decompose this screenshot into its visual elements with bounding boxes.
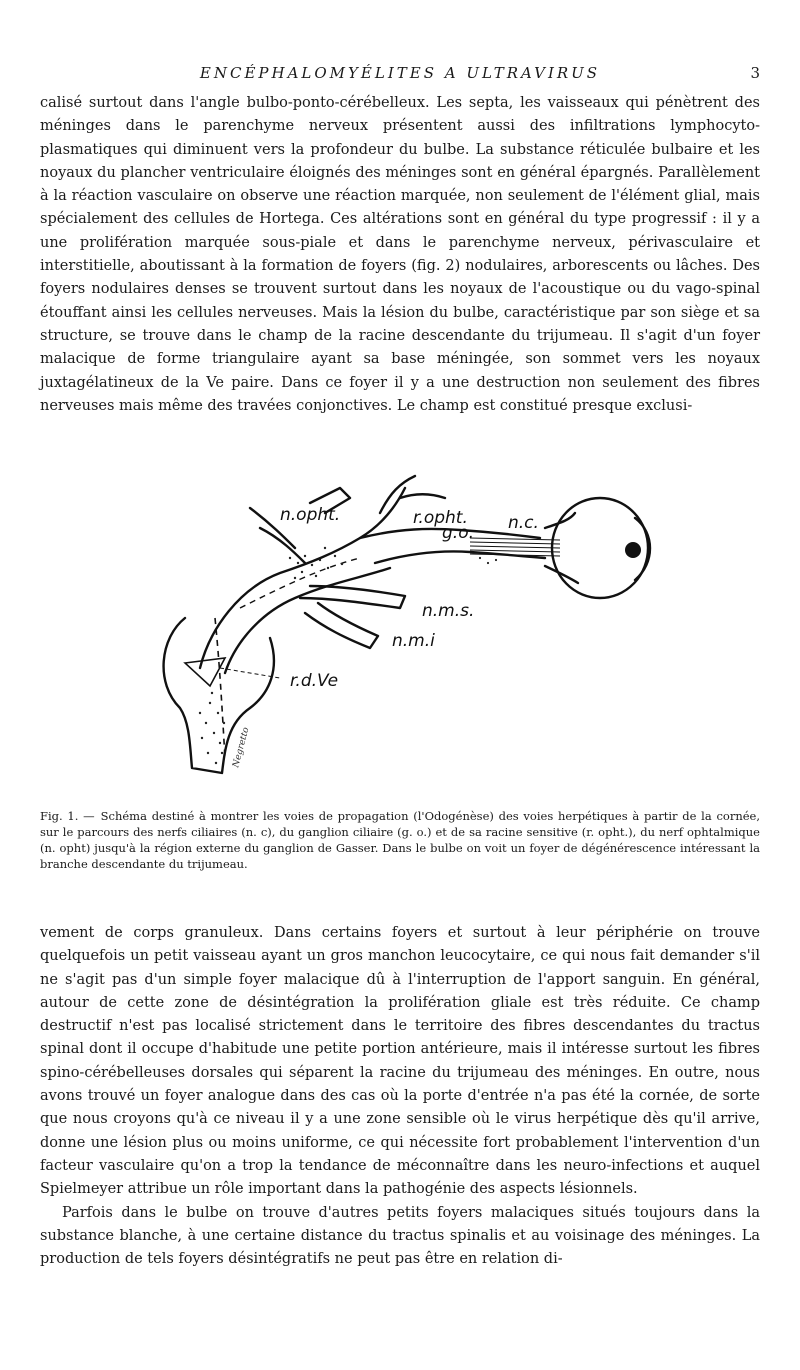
mandibular-nerve — [305, 603, 378, 648]
nerve-trunk-lower — [225, 568, 390, 673]
label-n-m-s: n.m.s. — [422, 601, 475, 621]
trigeminal-pathway-diagram — [130, 468, 690, 798]
label-n-m-i: n.m.i — [392, 631, 435, 651]
paragraph: Parfois dans le bulbe on trouve d'autres petits foyers malaciques situés toujours dans la substance blanche, à une certaine distance du tractus spinalis et au voisinage des méninges. La production de tels foyers désintégratifs ne peut pas être en relation di- — [40, 1204, 760, 1268]
descending-root-pathway — [215, 618, 225, 758]
optic-nerve-lower — [545, 566, 578, 583]
body-text-bottom — [40, 922, 760, 1271]
paragraph: vement de corps granuleux. Dans certains foyers et surtout à leur périphérie on trouve quelquefois un petit vaisseau ayant un gros manchon leucocytaire, ce qui nous fait demander s'il ne s'agit pas d'un simple foyer malacique dû à l'interruption de l'apport sanguin. En général, autour de cette zone de désintégration la prolifération gliale est très réduite. Ce champ destructif n'est pas localisé strictement dans le territoire des fibres descendantes du tractus spinal dont il occupe d'habitude une petite portion antérieure, mais il intéresse surtout les fibres spino-cérébelleuses dorsales qui séparent la racine du trijumeau des méninges. En outre, nous avons trouvé un foyer analogue dans des cas où la porte d'entrée n'a pas été la cornée, de sorte que nous croyons qu'à ce niveau il y a une zone sensible où le virus herpétique dès qu'il arrive, donne une lésion plus ou moins uniforme, ce qui nécessite fort probablement l'intervention d'un facteur vasculaire qu'on a trop la tendance de méconnaître dans les neuro-infections et auquel Spielmeyer attribue un rôle important dans la pathogénie des aspects lésionnels. — [40, 925, 760, 1198]
caption-figure-number: Fig. 1. — — [40, 809, 95, 823]
caption-text: Schéma destiné à montrer les voies de propagation (l'Odogénèse) des voies herpétiques à partir de la cornée, sur le parcours des nerfs ciliaires (n. c), du ganglion ciliaire (g. o.) et de sa racine sensitive (r. opht.), du nerf ophtalmique (n. opht) jusqu'à la région externe du ganglion de Gasser. Dans le bulbe on voit un foyer de dégénérescence intéressant la branche descendante du trijumeau. — [40, 809, 760, 871]
label-n-c: n.c. — [508, 513, 539, 533]
body-text-top — [40, 92, 760, 418]
figure-caption — [40, 808, 760, 872]
paragraph: calisé surtout dans l'angle bulbo-ponto-cérébelleux. Les septa, les vaisseaux qui pénètrent des méninges dans le parenchyme nerveux présentent aussi des infiltrations lymphocyto-plasmatiques qui diminuent vers la profondeur du bulbe. La substance réticulée bulbaire et les noyaux du plancher ventriculaire éloignés des méninges sont en général épargnés. Parallèlement à la réaction vasculaire on observe une réaction marquée, non seulement de l'élément glial, mais spécialement des cellules de Hortega. Ces altérations sont en général du type progressif : il y a une prolifération marquée sous-piale et dans le parenchyme nerveux, périvasculaire et interstitielle, aboutissant à la formation de foyers (fig. 2) nodulaires, arborescents ou lâches. Des foyers nodulaires denses se trouvent surtout dans les noyaux de l'acoustique ou du vago-spinal étouffant ainsi les cellules nerveuses. Mais la lésion du bulbe, caractéristique par son siège et sa structure, se trouve dans le champ de la racine descendante du trijumeau. Il s'agit d'un foyer malacique de forme triangulaire ayant sa base méningée, son sommet vers les noyaux juxtagélatineux de la Ve paire. Dans ce foyer il y a une destruction non seulement des fibres nerveuses mais même des travées conjonctives. Le champ est constitué presque exclusi- — [40, 95, 760, 414]
artist-signature: Negretto — [231, 726, 252, 769]
page-number: 3 — [750, 64, 760, 82]
anatomical-figure — [130, 468, 690, 798]
label-g-o: g.o. — [442, 523, 474, 543]
ophthalmic-branch-bottom — [375, 551, 545, 563]
bulb-outline — [164, 618, 274, 773]
label-r-d-ve: r.d.Ve — [290, 671, 339, 691]
running-head — [40, 64, 760, 88]
running-title: ENCÉPHALOMYÉLITES A ULTRAVIRUS — [199, 64, 601, 82]
leader-line-rdve — [220, 668, 280, 678]
left-branch — [260, 528, 305, 563]
pupil — [625, 542, 641, 558]
label-r-opht: r.opht. — [413, 508, 468, 528]
upper-branch-3 — [400, 494, 445, 498]
label-n-opht: n.opht. — [280, 505, 341, 525]
